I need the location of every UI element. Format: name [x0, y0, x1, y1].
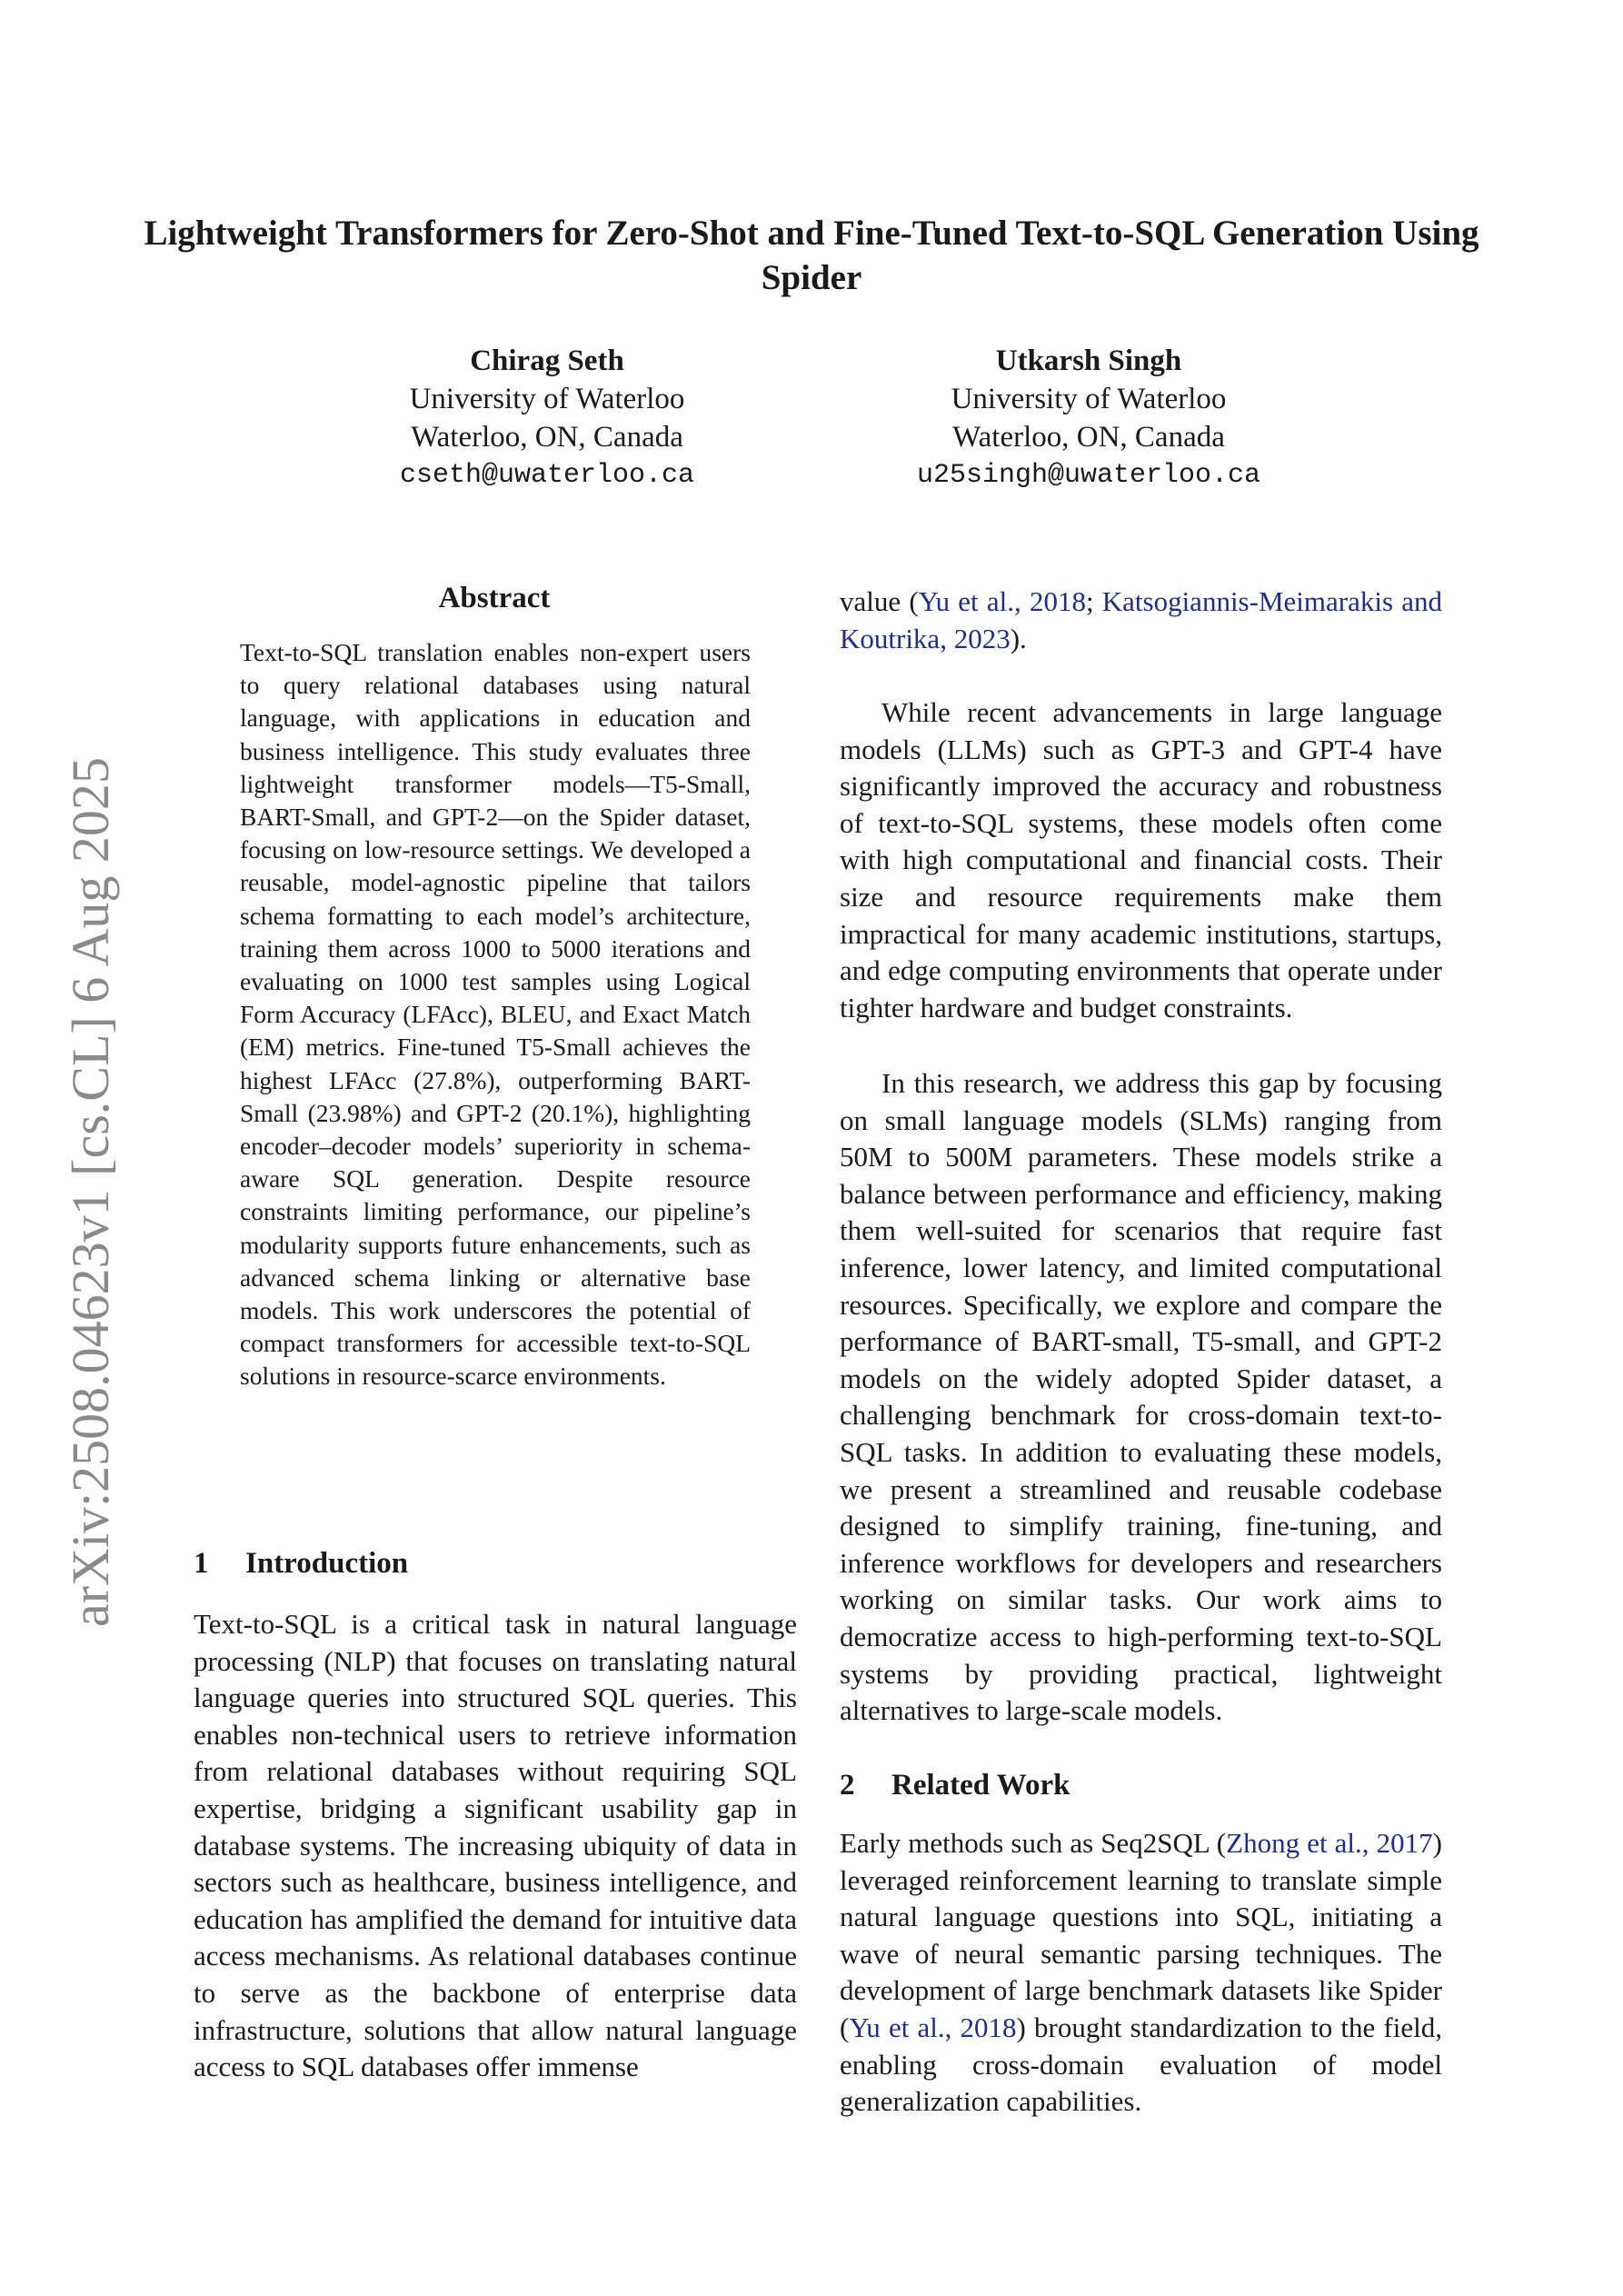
- author-name: Utkarsh Singh: [995, 344, 1182, 377]
- intro-paragraph-1-continued: [840, 584, 1442, 657]
- intro-paragraph-2-text: While recent advancements in large language models (LLMs) such as GPT-3 and GPT-4 have significantly improved the accuracy and robustness of text-to-SQL systems, these models often come with high computational and financial costs. Their size and resource requirements make them impractical for many academic institutions, startups, and edge computing environments that operate under tighter hardware and budget constraints.: [840, 696, 1442, 1023]
- section-title: Related Work: [891, 1769, 1070, 1802]
- intro-paragraph-3: [840, 1065, 1442, 1730]
- related-text-1: Early methods such as Seq2SQL (: [840, 1827, 1227, 1859]
- intro-cont-post: ).: [1010, 622, 1027, 654]
- related-text-3: ) brought standardization to the field, enabling cross-domain evaluation of model generalization capabilities.: [840, 2011, 1442, 2118]
- intro-paragraph-2: [840, 694, 1442, 1026]
- abstract-heading: Abstract: [438, 582, 551, 614]
- section-title: Introduction: [245, 1547, 409, 1580]
- author-location: Waterloo, ON, Canada: [952, 421, 1225, 454]
- related-text-2: ) leveraged reinforcement learning to translate simple natural language questions into SQL, initiating a wave of neural semantic parsing techniques. The development of large benchmark datasets like Spider (: [840, 1827, 1442, 2043]
- abstract-text: Text-to-SQL translation enables non-expert users to query relational databases using natural language, with applications in education and business intelligence. This study evaluates three lightweight transformer models—T5-Small, BART-Small, and GPT-2—on the Spider dataset, focusing on low-resource settings. We developed a reusable, model-agnostic pipeline that tailors schema formatting to each model’s architecture, training them across 1000 to 5000 iterations and evaluating on 1000 test samples using Logical Form Accuracy (LFAcc), BLEU, and Exact Match (EM) metrics. Fine-tuned T5-Small achieves the highest LFAcc (27.8%), outperforming BART-Small (23.98%) and GPT-2 (20.1%), highlighting encoder–decoder models’ superiority in schema-aware SQL generation. Despite resource constraints limiting performance, our pipeline’s modularity supports future enhancements, such as advanced schema linking or alternative base models. This work underscores the potential of compact transformers for accessible text-to-SQL solutions in resource-scarce environments.: [240, 638, 751, 1391]
- intro-paragraph-1-text: Text-to-SQL is a critical task in natural language processing (NLP) that focuses on translating natural language queries into structured SQL queries. This enables non-technical users to retrieve information from relational databases without requiring SQL expertise, bridging a significant usability gap in database systems. The increasing ubiquity of data in sectors such as healthcare, business intelligence, and education has amplified the demand for intuitive data access mechanisms. As relational databases continue to serve as the backbone of enterprise data infrastructure, solutions that allow natural language access to SQL databases offer immense: [194, 1608, 797, 2083]
- author-block-2: [834, 342, 1343, 494]
- author-affiliation: University of Waterloo: [951, 383, 1227, 415]
- author-location: Waterloo, ON, Canada: [411, 421, 683, 454]
- citation-link[interactable]: Katsogiannis-Meimarakis and Koutrika, 2023: [840, 585, 1442, 654]
- author-email[interactable]: cseth@uwaterloo.ca: [399, 460, 695, 491]
- arxiv-side-label: arXiv:2508.04623v1 [cs.CL] 6 Aug 2025: [61, 757, 120, 1627]
- intro-paragraph-3-text: In this research, we address this gap by focusing on small language models (SLMs) ranging from 50M to 500M parameters. These models strike a balance between performance and efficiency, making them well-suited for scenarios that require fast inference, lower latency, and limited computational resources. Specifically, we explore and compare the performance of BART-small, T5-small, and GPT-2 models on the widely adopted Spider dataset, a challenging benchmark for cross-domain text-to-SQL tasks. In addition to evaluating these models, we present a streamlined and reusable codebase designed to simplify training, fine-tuning, and inference workflows for developers and researchers working on similar tasks. Our work aims to democratize access to high-performing text-to-SQL systems by providing practical, lightweight alternatives to large-scale models.: [840, 1067, 1442, 1727]
- related-work-heading: [840, 1767, 1070, 1803]
- author-affiliation: University of Waterloo: [409, 383, 685, 415]
- citation-link[interactable]: Zhong et al., 2017: [1226, 1827, 1433, 1859]
- paper-title: Lightweight Transformers for Zero-Shot and Fine-Tuned Text-to-SQL Generation Using Spider: [144, 214, 1479, 297]
- citation-link[interactable]: Yu et al., 2018: [918, 585, 1086, 617]
- intro-heading: [194, 1545, 408, 1582]
- intro-cont-pre: value (: [840, 585, 919, 617]
- intro-paragraph-1: [194, 1606, 797, 2086]
- related-work-paragraph: [840, 1825, 1442, 2121]
- author-name: Chirag Seth: [470, 344, 624, 377]
- section-number: 1: [194, 1547, 209, 1580]
- author-block-1: [293, 342, 802, 494]
- author-email[interactable]: u25singh@uwaterloo.ca: [916, 460, 1261, 491]
- section-number: 2: [840, 1769, 855, 1802]
- citation-link[interactable]: Yu et al., 2018: [849, 2011, 1017, 2043]
- citation-separator: ;: [1085, 585, 1102, 617]
